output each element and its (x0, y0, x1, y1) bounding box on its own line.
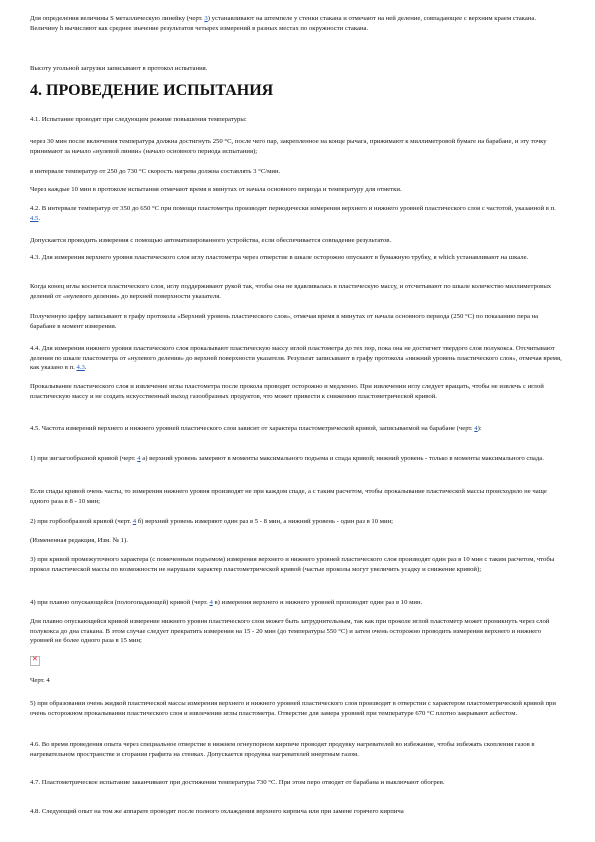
paragraph-zigzag: 1) при зигзагообразной кривой (черт. 4 а) верхний уровень замеряют в моменты максимального подъема и спада кривой; нижний уровень - только в моменты максимального спада. (30, 455, 544, 462)
paragraph-hump: 2) при горбообразной кривой (черт. 4 б) верхний уровень измеряют один раз в 5 - 8 мин, а нижний уровень - один раз в 10 мин; (30, 518, 394, 525)
paragraph-4-6: 4.6. Во время проведения опыта через специальное отверстие в нижнем огнеупорном кирпиче проводят продувку нагревателей во избежание, чтобы избежать скопления газов в нагревательном пространстве и сгорания графита на стенках. Допускается продувка нагревателей инертным газом. (30, 741, 535, 758)
paragraph-4-5: 4.5. Частота измерений верхнего и нижнего уровней пластического слоя зависит от характера пластометрической кривой, записываемой на барабане (черт. 4): (30, 425, 482, 432)
broken-image-icon[interactable] (30, 656, 40, 666)
link-clause-4-3[interactable]: 4.3 (76, 364, 85, 371)
paragraph-heating-start: через 30 мин после включения температура должна достигнуть 250 °С, после чего пар, закрепленное на конце рычага, прижимают к миллиметровой бумаге на барабане, и эту точку принимают за начало «нулевой линии» (начало основного периода испытания); (30, 138, 547, 155)
paragraph-gentle: 4) при плавно опускающейся (пологопадающей) кривой (черт. 4 в) измерения верхнего и нижнего уровней производят один раз в 10 мин. (30, 599, 423, 606)
paragraph-amendment: (Измененная редакция, Изм. № 1). (30, 537, 128, 544)
paragraph-4-3: 4.3. Для измерения верхнего уровня пластического слоя иглу пластометра через отверстие в шкале осторожно опускают в бумажную трубку, в which устанавливают на шкале. (30, 254, 529, 261)
link-figure-3[interactable]: 3 (204, 15, 208, 22)
link-figure-4c[interactable]: 4 (209, 599, 213, 606)
paragraph-4-7: 4.7. Пластометрическое испытание заканчивают при достижении температуры 730 °С. При этом перо отводят от барабана и выключают обогрев. (30, 779, 445, 786)
paragraph-heating-rate: в интервале температур от 250 до 730 °С скорость нагрева должна составлять 3 °С/мин. (30, 168, 281, 175)
paragraph-intermediate: 3) при кривой промежуточного характера (с помеченным подъемом) измерения верхнего и нижнего уровней пластического слоя производят один раз в 10 мин с таким расчетом, чтобы прокол пластической массы по возможности не нарушали характер пластометрической кривой (частые проколы могут увеличить усадку и снижение кривой); (30, 556, 555, 573)
link-clause-4-5[interactable]: 4.5 (30, 214, 39, 222)
paragraph-4-8: 4.8. Следующий опыт на том же аппарате проводят после полного охлаждения верхнего кирпича или при замене горячего кирпича (30, 808, 404, 815)
paragraph-needle-contact: Когда конец иглы коснется пластического слоя, иглу поддерживают рукой так, чтобы она не вдавливалась в пластическую массу, и отсчитывают по шкале количество миллиметровых делений от «нулевого деления» до верхней поверхности указателя. (30, 283, 552, 300)
figure-caption: Черт. 4 (30, 677, 50, 684)
paragraph-record-upper: Полученную цифру записывают в графу протокола «Верхний уровень пластического слоя», отмечая время в минутах от начала основного периода (250 °С) по показанию пера на барабане в момент измерения. (30, 313, 539, 330)
paragraph-frequent-drops: Если спады кривой очень часты, то измерения нижнего уровня производят не при каждом спаде, а с таким расчетом, чтобы прокалывание пластической массы происходило не чаще одного раза в 8 - 10 мин; (30, 488, 547, 505)
link-figure-4b[interactable]: 4 (132, 518, 137, 525)
paragraph-load-height: Высоту угольной загрузки записывают в протокол испытания. (30, 65, 208, 72)
paragraph-4-2: 4.2. В интервале температур от 350 до 650 °С при помощи пластометра производят периодически измерения верхнего и нижнего уровней пластического слоя с частотой, указанной в п. 4.5. (30, 205, 556, 222)
paragraph-liquid-mass: 5) при образовании очень жидкой пластической массы измерения верхнего и нижнего уровней пластического слоя производят в отверстии с характером пластометрической кривой при очень осторожном прокалывании пластического слоя и извлечении иглы пластометра. Отверстие для замера уровней при температуре 670 °С плотно закрывают асбестом. (30, 700, 556, 717)
link-figure-4a[interactable]: 4 (137, 455, 141, 462)
paragraph-shrinkage-measure: Для определения величины S металлическую линейку (черт. 3) устанавливают на штемпеле у стенки стакана и отмечают на ней деление, совпадающее с верхним краем стакана. Величину h вычисляют как среднее значение результатов четырех измерений в разных местах по окружности стакана. (30, 15, 537, 32)
paragraph-time-marks: Через каждые 10 мин в протоколе испытания отмечают время в минутах от начала основного периода и температуру для отметки. (30, 186, 402, 193)
paragraph-gentle-difficulty: Для плавно опускающейся кривой измерение нижнего уровня пластического слоя может быть затруднительным, так как при проколе иглой пластометр может проникнуть через слой полукокса до дна стакана. В этом случае следует прекратить измерения на 15 - 20 мин (до температуры 550 °С) и затем очень осторожно проводить измерения верхнего и нижнего уровней не более одного раза в 15 мин; (30, 618, 550, 644)
section-heading: 4. ПРОВЕДЕНИЕ ИСПЫТАНИЯ (30, 82, 274, 99)
paragraph-4-1: 4.1. Испытание проводят при следующем режиме повышения температуры: (30, 116, 247, 123)
paragraph-automation: Допускается проводить измерения с помощью автоматизированного устройства, если обеспечивается совпадение результатов. (30, 237, 392, 244)
link-figure-4[interactable]: 4 (474, 425, 478, 432)
paragraph-4-4: 4.4. Для измерения нижнего уровня пластического слоя прокалывают пластическую массу иглой пластометра до тех пор, пока она не достигнет твердого слоя полукокса. Отсчитывают деления по шкале пластометра от «нулевого деления» до верхней поверхности указателя. Результат записывают в графу протокола «нижний уровень пластического слоя», отмечая время, как указано в п. 4.3. (30, 345, 562, 371)
paragraph-piercing: Прокалывание пластического слоя и извлечение иглы пластометра после прокола проводят осторожно и медленно. При извлечении иглу следует вращать, чтобы не извлечь с иглой пластическую массу и не создать искусственный выход газообразных продуктов, что может привести к снижению пластометрической кривой. (30, 383, 544, 400)
